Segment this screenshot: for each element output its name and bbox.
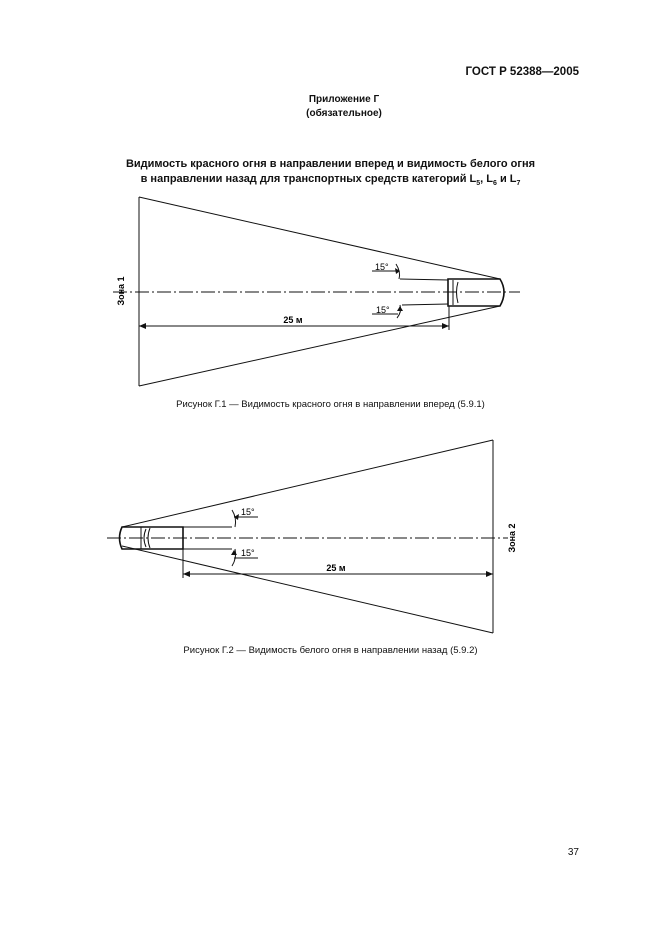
section-title-line1: Видимость красного огня в направлении вперед и видимость белого огня	[125, 158, 536, 170]
figure-2-diagram	[0, 432, 661, 637]
distance-label: 25 м	[326, 563, 346, 573]
visibility-line-top	[139, 197, 500, 279]
angle-bottom-label: 15°	[241, 548, 255, 558]
zone-1-label: Зона 1	[116, 276, 126, 306]
distance-label: 25 м	[283, 315, 303, 325]
page-number: 37	[567, 847, 579, 858]
visibility-line-bottom	[122, 546, 493, 633]
section-title	[0, 157, 661, 191]
visibility-line-top	[122, 440, 493, 527]
standard-header: ГОСТ Р 52388—2005	[465, 66, 579, 78]
angle-top-label: 15°	[241, 507, 255, 517]
appendix-status: (обязательное)	[306, 108, 382, 119]
figure-1-caption: Рисунок Г.1 — Видимость красного огня в направлении вперед (5.9.1)	[176, 399, 485, 410]
section-title-line2: в направлении назад для транспортных средств категорий $L_5$, $L_6$ и $L_7$	[140, 173, 521, 188]
angle-bottom-label: 15°	[376, 305, 390, 315]
appendix-heading	[0, 93, 661, 121]
figure-2-caption: Рисунок Г.2 — Видимость белого огня в направлении назад (5.9.2)	[183, 645, 478, 656]
figure-1-diagram	[0, 190, 661, 395]
zone-2-label: Зона 2	[507, 523, 517, 553]
angle-top-label: 15°	[375, 262, 389, 272]
appendix-title: Приложение Г	[308, 94, 380, 105]
visibility-line-bottom	[139, 306, 500, 386]
